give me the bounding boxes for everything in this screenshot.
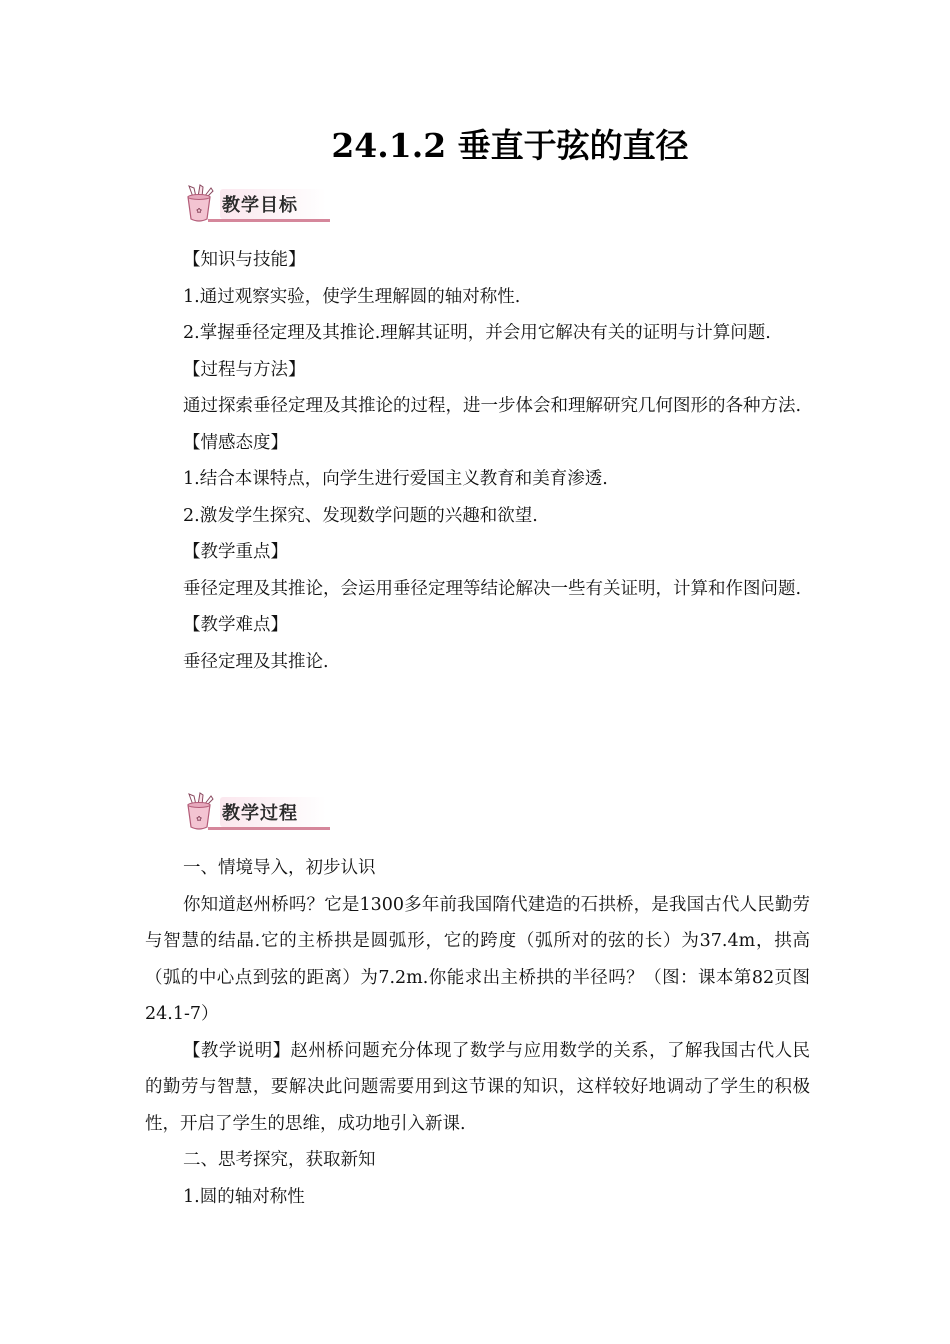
emotion-item-1: 1.结合本课特点，向学生进行爱国主义教育和美育渗透.	[183, 469, 608, 489]
svg-text:✿: ✿	[196, 815, 202, 823]
emotion-heading: 【情感态度】	[183, 432, 288, 453]
knowledge-heading: 【知识与技能】	[183, 250, 306, 270]
goals-section	[145, 242, 810, 680]
part1-paragraph: 你知道赵州桥吗？它是1300多年前我国隋代建造的石拱桥，是我国古代人民勤劳与智慧的结晶.它的主桥拱是圆弧形，它的跨度（弧所对的弦的长）为37.4m，拱高（弧的中心点到弦的距离）为7.2m.你能求出主桥拱的半径吗？（图：课本第82页图24.1-7）	[145, 894, 810, 1024]
key-point-heading: 【教学重点】	[183, 542, 288, 562]
difficulty-item-1: 垂径定理及其推论.	[183, 651, 329, 672]
process-banner	[180, 791, 330, 833]
lesson-title: 24.1.2 垂直于弦的直径	[331, 126, 689, 165]
part2-heading: 二、思考探究，获取新知	[183, 1150, 376, 1170]
method-heading: 【过程与方法】	[183, 359, 306, 380]
goals-banner	[180, 183, 330, 225]
knowledge-item-1: 1.通过观察实验，使学生理解圆的轴对称性.	[183, 286, 521, 307]
svg-text:✿: ✿	[196, 207, 202, 215]
banner-underline	[208, 219, 330, 222]
method-item-1: 通过探索垂径定理及其推论的过程，进一步体会和理解研究几何图形的各种方法.	[183, 396, 802, 416]
part1-teaching-note: 【教学说明】赵州桥问题充分体现了数学与应用数学的关系，了解我国古代人民的勤劳与智慧，要解决此问题需要用到这节课的知识，这样较好地调动了学生的积极性，开启了学生的思维，成功地引入新课.	[145, 1040, 810, 1134]
knowledge-item-2: 2.掌握垂径定理及其推论.理解其证明，并会用它解决有关的证明与计算问题.	[183, 323, 771, 343]
part1-heading: 一、情境导入，初步认识	[183, 858, 376, 878]
banner-label: 教学目标	[222, 195, 298, 216]
banner-underline	[208, 827, 330, 830]
key-point-item-1: 垂径定理及其推论，会运用垂径定理等结论解决一些有关证明，计算和作图问题.	[183, 578, 802, 599]
process-section	[145, 850, 810, 1215]
emotion-item-2: 2.激发学生探究、发现数学问题的兴趣和欲望.	[183, 505, 538, 526]
difficulty-heading: 【教学难点】	[183, 615, 288, 635]
part2-item-1: 1.圆的轴对称性	[183, 1186, 305, 1207]
banner-label: 教学过程	[222, 803, 298, 824]
